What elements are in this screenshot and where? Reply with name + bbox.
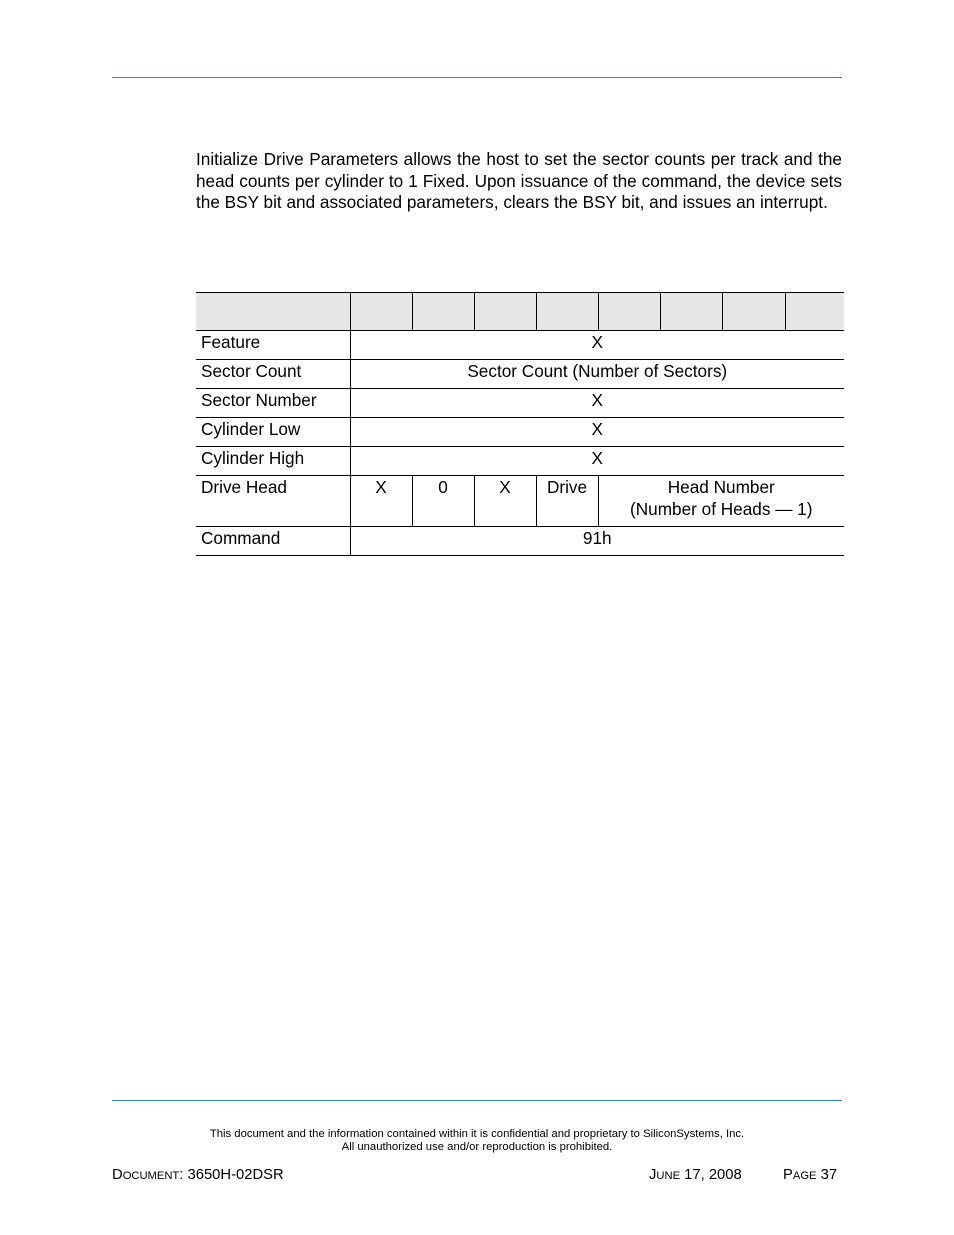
register-value: X [350,447,844,476]
register-name: Sector Count [196,360,350,389]
register-value: 91h [350,527,844,556]
register-name: Drive Head [196,476,350,527]
table-header-row [196,293,844,331]
head-number-cell [598,476,844,527]
header-cell [412,293,474,331]
table-row [196,331,844,360]
table-row [196,418,844,447]
register-name: Cylinder Low [196,418,350,447]
bit-4-value: Drive [536,476,598,527]
table-row [196,527,844,556]
header-cell [196,293,350,331]
header-cell [660,293,722,331]
intro-paragraph: Initialize Drive Parameters allows the host to set the sector counts per track and the head counts per cylinder to 1 Fixed. Upon issuance of the command, the device sets the BSY bit and associated parameters, clears the BSY bit, and issues an interrupt. [196,149,842,213]
register-value: X [350,331,844,360]
register-value: X [350,418,844,447]
register-value: Sector Count (Number of Sectors) [350,360,844,389]
bit-5-value: X [474,476,536,527]
header-rule [112,77,842,78]
footer-rule [112,1100,842,1101]
register-name: Cylinder High [196,447,350,476]
header-cell [350,293,412,331]
confidentiality-notice [0,1128,954,1155]
head-number-note: (Number of Heads — 1) [630,498,813,519]
header-cell [598,293,660,331]
register-value: X [350,389,844,418]
table-row [196,360,844,389]
head-number-label: Head Number [667,477,775,497]
bit-7-value: X [350,476,412,527]
register-name: Feature [196,331,350,360]
confidentiality-line: This document and the information contained within it is confidential and proprietary to SiliconSystems, Inc. [209,1128,745,1140]
confidentiality-line: All unauthorized use and/or reproduction is prohibited. [341,1141,613,1154]
header-cell [536,293,598,331]
register-table [196,292,844,556]
register-name: Command [196,527,350,556]
document-date: JUNE 17, 2008 [649,1167,742,1183]
bit-6-value: 0 [412,476,474,527]
header-cell [785,293,844,331]
document-id: DOCUMENT: 3650H-02DSR [112,1167,284,1183]
page-number: PAGE 37 [783,1167,838,1183]
header-cell [722,293,785,331]
table-row [196,389,844,418]
header-cell [474,293,536,331]
table-row-drive-head [196,476,844,527]
register-name: Sector Number [196,389,350,418]
table-row [196,447,844,476]
